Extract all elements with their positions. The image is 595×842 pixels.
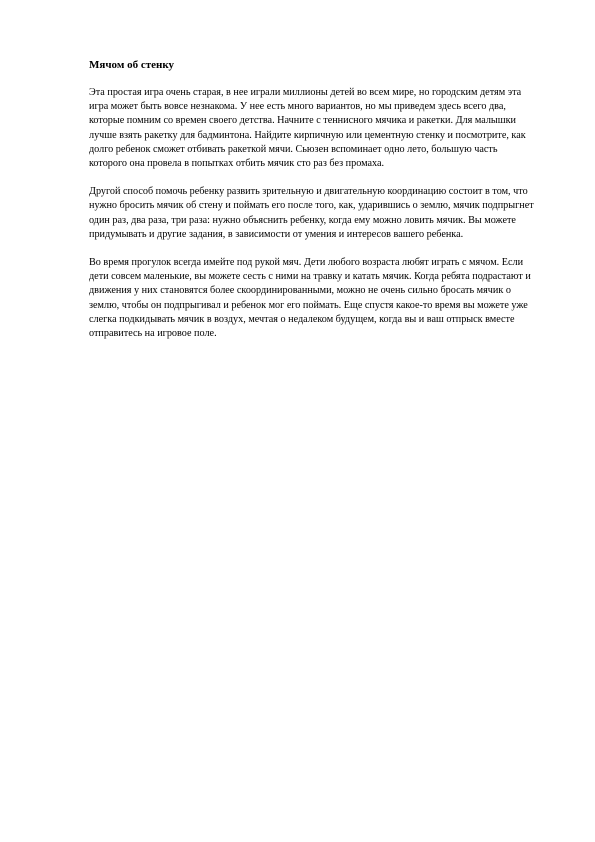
paragraph-3: Во время прогулок всегда имейте под рукой мяч. Дети любого возраста любят играть с мячом. Если дети совсем маленькие, вы можете сесть с ними на травку и катать мячик. Когда ребята подрастают и движения у них становятся более скоординированными, можно не очень сильно бросать мячик о землю, чтобы он подпрыгивал и ребенок мог его поймать. Еще спустя какое-то время вы можете уже слегка подкидывать мячик в воздух, мечтая о недалеком будущем, когда вы и ваш отпрыск вместе отправитесь на игровое поле.	[89, 257, 531, 340]
paragraph-1: Эта простая игра очень старая, в нее играли миллионы детей во всем мире, но городским детям эта игра может быть вовсе незнакома. У нее есть много вариантов, но мы приведем здесь всего два, которые помним со времен своего детства. Начните с теннисного мячика и ракетки. Для малышки лучше взять ракетку для бадминтона. Найдите кирпичную или цементную стенку и посмотрите, как долго ребенок сможет отбивать ракеткой мячи. Сьюзен вспоминает одно лето, большую часть которого она провела в попытках отбить мячик сто раз без промаха.	[89, 87, 526, 170]
document-body	[89, 58, 534, 355]
paragraph-2: Другой способ помочь ребенку развить зрительную и двигательную координацию состоит в том, что нужно бросить мячик об стену и поймать его после того, как, ударившись о землю, мячик подпрыгнет один раз, два раза, три раза: нужно объяснить ребенку, когда ему можно ловить мячик. Вы можете придумывать и другие задания, в зависимости от умения и интересов вашего ребенка.	[89, 186, 534, 240]
document-title: Мячом об стенку	[89, 59, 175, 71]
